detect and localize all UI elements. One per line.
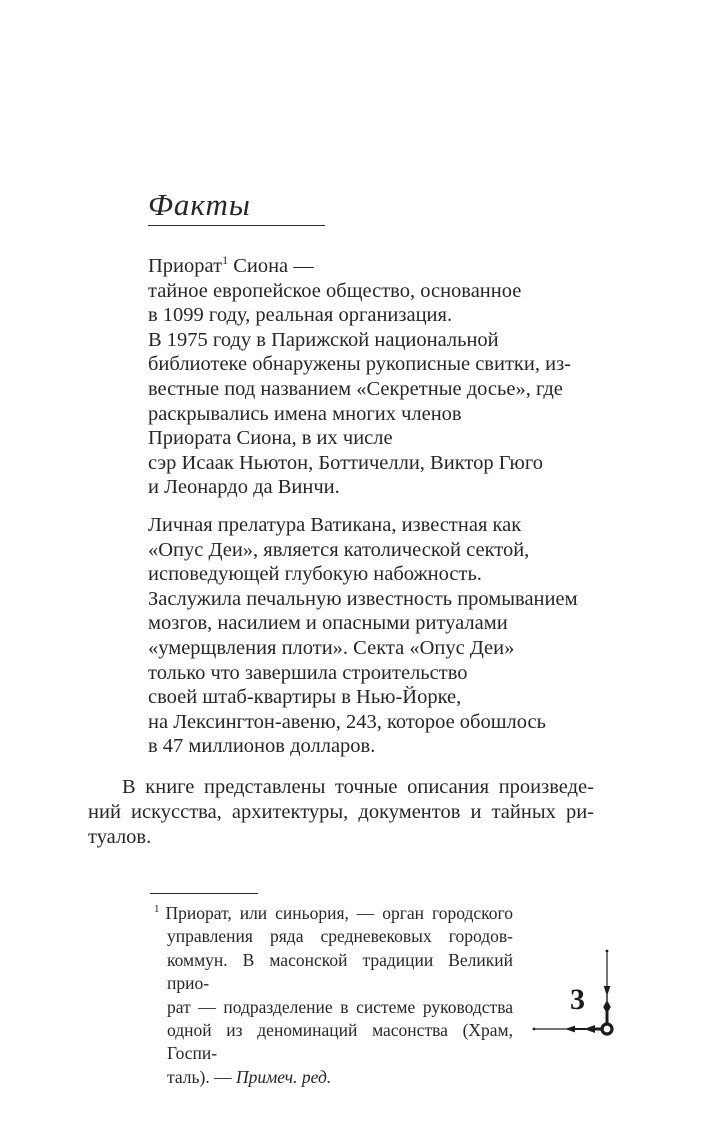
fact-line: раскрывались имена многих членов [148,402,462,425]
fact-line: своей штаб-квартиры в Нью-Йорке, [148,686,462,709]
fact-line: на Лексингтон-авеню, 243, которое обошлось [148,710,546,733]
fact-line: сэр Исаак Ньютон, Боттичелли, Виктор Гюго [148,451,543,474]
fact-line: исповедующей глубокую набожность. [148,563,482,586]
footnote-line-text: таль). — [167,1066,236,1087]
fact-line: «Опус Деи», является католической сектой, [148,538,530,561]
footnote-line: рат — подразделение в системе руководства [167,996,513,1017]
fact-line: мозгов, насилием и опасными ритуалами [148,612,508,635]
footnote-rule [150,893,258,894]
fact-line: тайное европейское общество, основанное [148,279,522,302]
footnote-body [150,902,513,1089]
footnote-line: управления ряда средневековых городов- [167,926,513,947]
body-paragraph [88,775,594,850]
fact-line: В 1975 году в Парижской национальной [148,328,499,351]
body-line: ний искусства, архитектуры, документов и тайных ри- [88,801,594,823]
fact-line: и Леонардо да Винчи. [148,476,340,499]
corner-register-mark-icon [528,944,620,1040]
fact-line: библиотеке обнаружены рукописные свитки, из- [148,353,571,376]
fact-line [148,254,618,279]
footnote-marker: 1 [154,903,160,916]
fact-line-text: Приорат [148,255,223,277]
footnote-line: одной из деноминаций масонства (Храм, Госпи- [167,1020,513,1064]
fact-line: в 1099 году, реальная организация. [148,304,453,327]
fact-line-text: Сиона — [228,255,314,277]
fact-line: в 47 миллионов долларов. [148,735,376,758]
fact-line: «умерщвления плоти». Секта «Опус Деи» [148,636,515,659]
footnote-line-text: Приорат, или синьория, — орган городского [165,903,513,923]
fact-line: вестные под названием «Секретные досье», где [148,377,563,400]
footnote-line [167,1066,513,1089]
body-line: В книге представлены точные описания произведе- [122,776,594,798]
footnote-reference: 1 [222,253,229,268]
fact-block-opus-dei [148,513,618,759]
footnote-editor-note: Примеч. ред. [235,1066,332,1087]
fact-block-priory [148,254,618,500]
footnote [150,893,513,1089]
chapter-title: Факты [148,187,251,222]
footnote-line [154,902,513,925]
page-number: 3 [570,983,585,1016]
body-line: туалов. [88,826,152,848]
fact-line: Заслужила печальную известность промыванием [148,587,578,610]
fact-line: только что завершила строительство [148,661,468,684]
chapter-title-underline [148,188,325,226]
footnote-line: коммун. В масонской традиции Великий прио- [167,949,513,994]
fact-line: Приората Сиона, в их числе [148,427,393,450]
fact-line: Личная прелатура Ватикана, известная как [148,514,522,536]
